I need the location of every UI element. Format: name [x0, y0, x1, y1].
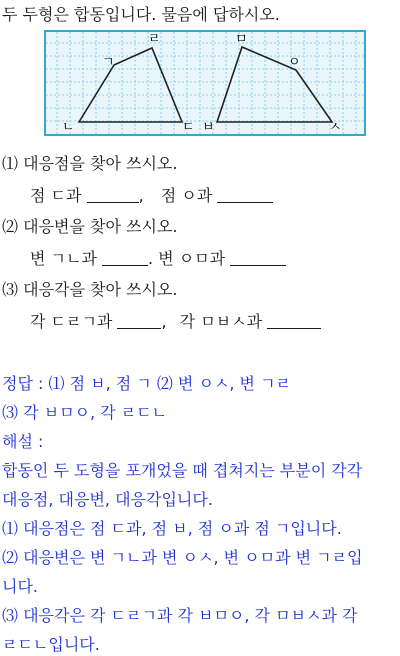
vertex-label-d: ㄷ: [182, 120, 195, 135]
vertex-label-m: ㅁ: [235, 32, 248, 47]
item-2-prompt-b: 변 ㅇㅁ과: [158, 249, 226, 268]
answer-line-2: ⑶ 각 ㅂㅁㅇ, 각 ㄹㄷㄴ: [2, 403, 168, 422]
item-3-title: [2, 277, 177, 300]
item-3-blank-a[interactable]: [117, 312, 161, 329]
explanation-line: ⑵ 대응변은 변 ㄱㄴ과 변 ㅇㅅ, 변 ㅇㅁ과 변 ㄱㄹ입: [2, 548, 363, 567]
vertex-label-r: ㄹ: [148, 32, 161, 47]
item-2-title: [2, 214, 177, 237]
vertex-label-o: ㅇ: [288, 55, 301, 70]
item-1-separator: ,: [138, 186, 144, 205]
explanation-line: ⑴ 대응점은 점 ㄷ과, 점 ㅂ, 점 ㅇ과 점 ㄱ입니다.: [2, 519, 342, 538]
item-1-prompt-b: 점 ㅇ과: [160, 186, 213, 205]
item-3-blank-b[interactable]: [267, 312, 321, 329]
item-1-blank-a[interactable]: [87, 186, 139, 203]
answer-text-1: ⑴ 점 ㅂ, 점 ㄱ ⑵ 변 ㅇㅅ, 변 ㄱㄹ: [48, 374, 291, 393]
item-2-prompt-a: 변 ㄱㄴ과: [30, 249, 97, 268]
item-2-blank-a[interactable]: [102, 249, 148, 266]
item-1-answer-line: [30, 183, 273, 206]
item-3-prompt-b: 각 ㅁㅂㅅ과: [179, 312, 263, 331]
item-1-question: 대응점을 찾아 쓰시오.: [23, 154, 178, 173]
item-2-separator: .: [148, 249, 159, 268]
vertex-label-s: ㅅ: [329, 120, 342, 135]
congruent-quadrilaterals-figure: [44, 30, 366, 136]
explanation-line: 대응점, 대응변, 대응각입니다.: [2, 490, 213, 509]
item-1-title: [2, 151, 177, 174]
explanation-line: 니다.: [2, 577, 38, 596]
explanation-line: 합동인 두 도형을 포개었을 때 겹쳐지는 부분이 각각: [2, 461, 363, 480]
vertex-label-g: ㄱ: [102, 55, 115, 70]
answer-label: 정답 :: [2, 374, 44, 393]
item-3-number: ⑶: [2, 280, 19, 299]
item-3-question: 대응각을 찾아 쓰시오.: [23, 280, 178, 299]
item-3-answer-line: [30, 309, 321, 332]
explanation-label: 해설 :: [2, 432, 44, 451]
item-2-answer-line: [30, 246, 286, 269]
item-1-blank-b[interactable]: [217, 186, 273, 203]
item-2-number: ⑵: [2, 217, 19, 236]
vertex-label-n: ㄴ: [62, 120, 75, 135]
explanation-line: ㄹㄷㄴ입니다.: [2, 635, 100, 654]
explanation-line: ⑶ 대응각은 각 ㄷㄹㄱ과 각 ㅂㅁㅇ, 각 ㅁㅂㅅ과 각: [2, 606, 358, 625]
item-2-blank-b[interactable]: [230, 249, 286, 266]
answer-line-1: [2, 371, 291, 394]
item-3-separator: ,: [161, 312, 167, 331]
item-3-prompt-a: 각 ㄷㄹㄱ과: [30, 312, 113, 331]
item-1-number: ⑴: [2, 154, 19, 173]
item-2-question: 대응변을 찾아 쓰시오.: [23, 217, 178, 236]
question-text: 두 두형은 합동입니다. 물음에 답하시오.: [2, 5, 280, 24]
item-1-prompt-a: 점 ㄷ과: [30, 186, 82, 205]
vertex-label-b: ㅂ: [202, 120, 215, 135]
